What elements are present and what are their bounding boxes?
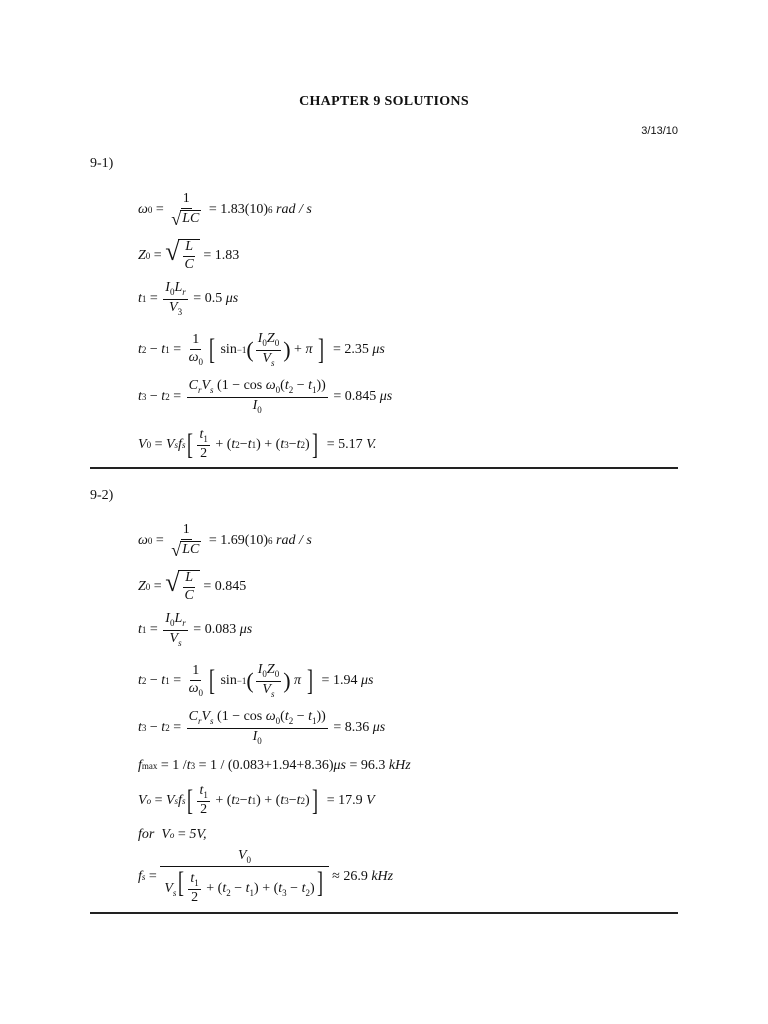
eq-z0-9-2: Z 0 = √ $\frac{L}{C}$ = 0.845: [138, 568, 247, 603]
section-divider: [90, 912, 678, 914]
eq-omega0-9-1: ω 0 = 1 √ LC = 1.83(10) 6 rad / s: [138, 191, 312, 229]
eq-omega0-9-2: ω 0 = 1 √ LC = 1.69(10) 6 rad / s: [138, 522, 312, 560]
eq-v0-9-1: V 0 = V s f s [ $\frac{t_1}{2}$ + ( t 2 − t 1 ) + ( t 3 − t 2 ) ] = 5.17 V.: [138, 427, 377, 462]
problem-label-9-1: 9-1): [90, 156, 114, 171]
eq-t2t1-9-1: t 2 − t 1 = $\frac{1}{\omega_0}$ [ sin −1 ( $\frac{I_0Z_0}{V_s}$ ) + π ] = 2.35 μs: [138, 331, 385, 368]
eq-vo-9-2: V o = V s f s [ $\frac{t_1}{2}$ + ( t 2 − t 1 ) + ( t 3 − t 2 ) ] = 17.9 V: [138, 783, 375, 818]
eq-condition-9-2: for V o = 5V,: [138, 827, 207, 842]
eq-t2t1-9-2: t 2 − t 1 = $\frac{1}{\omega_0}$ [ sin −1 ( $\frac{I_0Z_0}{V_s}$ ) π ] = 1.94 μs: [138, 662, 374, 699]
eq-t1-9-2: t 1 = $\frac{I_0L_r}{V_s}$ = 0.083 μs: [138, 611, 253, 648]
eq-t3t2-9-2: t 3 − t 2 = $\frac{C_rV_s (1 - \cos \omega_0(t_2 - t_1))}{I_0}$ = 8.36 μs: [138, 709, 386, 746]
eq-fs-9-2: f s = $V_0$ $V_s$[ $\frac{t_1}{2}$ + $(t_2 - t_1) + (t_3 - t_2)$] ≈ 26.9 kHz: [138, 847, 394, 905]
eq-t1-9-1: t 1 = $\frac{I_0L_r}{V_3}$ = 0.5 μs: [138, 280, 239, 317]
eq-t3t2-9-1: t 3 − t 2 = $\frac{C_rV_s (1 - \cos \omega_0(t_2 - t_1))}{I_0}$ = 0.845 μs: [138, 378, 393, 415]
problem-label-9-2: 9-2): [90, 488, 114, 503]
date-label: 3/13/10: [641, 125, 678, 137]
eq-z0-9-1: Z 0 = √ $\frac{L}{C}$ = 1.83: [138, 237, 240, 272]
page-title: CHAPTER 9 SOLUTIONS: [299, 94, 469, 109]
section-divider: [90, 467, 678, 469]
eq-fmax-9-2: f max = 1 / t 3 = 1 / (0.083+1.94+8.36) μs = 96.3 kHz: [138, 758, 411, 773]
